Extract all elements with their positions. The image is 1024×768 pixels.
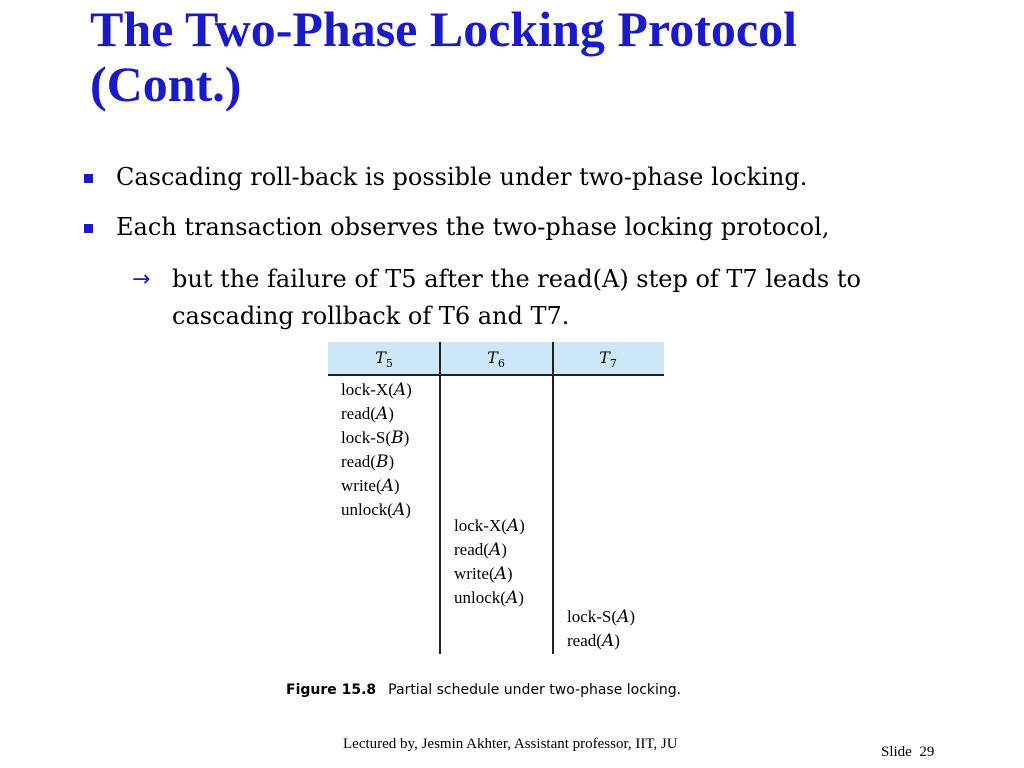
slide-number-label: Slide [881, 744, 912, 760]
slide-title-line-2: (Cont.) [90, 56, 242, 112]
schedule-step: unlock(A) [454, 588, 524, 608]
schedule-header-t6: $T_6$ [487, 348, 505, 371]
schedule-step: lock-X(A) [341, 380, 412, 400]
schedule-step: lock-S(A) [567, 607, 636, 627]
arrow-right-icon: → [132, 267, 151, 292]
figure-caption [286, 682, 681, 698]
schedule-step: read(A) [341, 404, 394, 424]
footer-text: Lectured by, Jesmin Akhter, Assistant professor, IIT, JU [343, 736, 678, 752]
slide-number [881, 744, 934, 761]
column-divider [552, 342, 554, 654]
schedule-step: read(A) [454, 540, 507, 560]
schedule-step: lock-X(A) [454, 516, 525, 536]
bullet-text: Cascading roll-back is possible under two-phase locking. [116, 163, 808, 191]
sub-bullet-text: but the failure of T5 after the read(A) step of T7 leads to cascading rollback of T6 and T7. [172, 265, 861, 330]
schedule-header-row [328, 342, 664, 376]
schedule-column-t7 [567, 605, 635, 653]
slide-number-value: 29 [919, 744, 935, 760]
schedule-step: write(A) [341, 476, 400, 496]
figure-number: Figure 15.8 [286, 682, 377, 698]
slide-title [90, 2, 1000, 112]
schedule-header-t5: $T_5$ [375, 348, 393, 371]
schedule-step: lock-S(B) [341, 428, 410, 448]
schedule-step: read(A) [567, 631, 620, 651]
column-divider [439, 342, 441, 654]
schedule-step: read(B) [341, 452, 395, 472]
square-bullet-icon [84, 174, 93, 183]
schedule-column-t6 [454, 514, 525, 610]
schedule-header-t7: $T_7$ [599, 348, 617, 371]
schedule-step: unlock(A) [341, 500, 411, 520]
schedule-step: write(A) [454, 564, 513, 584]
figure-caption-text: Partial schedule under two-phase locking. [388, 682, 682, 698]
bullet-text: Each transaction observes the two-phase locking protocol, [116, 213, 830, 241]
schedule-column-t5 [341, 378, 412, 522]
slide-title-line-1: The Two-Phase Locking Protocol [90, 1, 797, 57]
square-bullet-icon [84, 224, 93, 233]
